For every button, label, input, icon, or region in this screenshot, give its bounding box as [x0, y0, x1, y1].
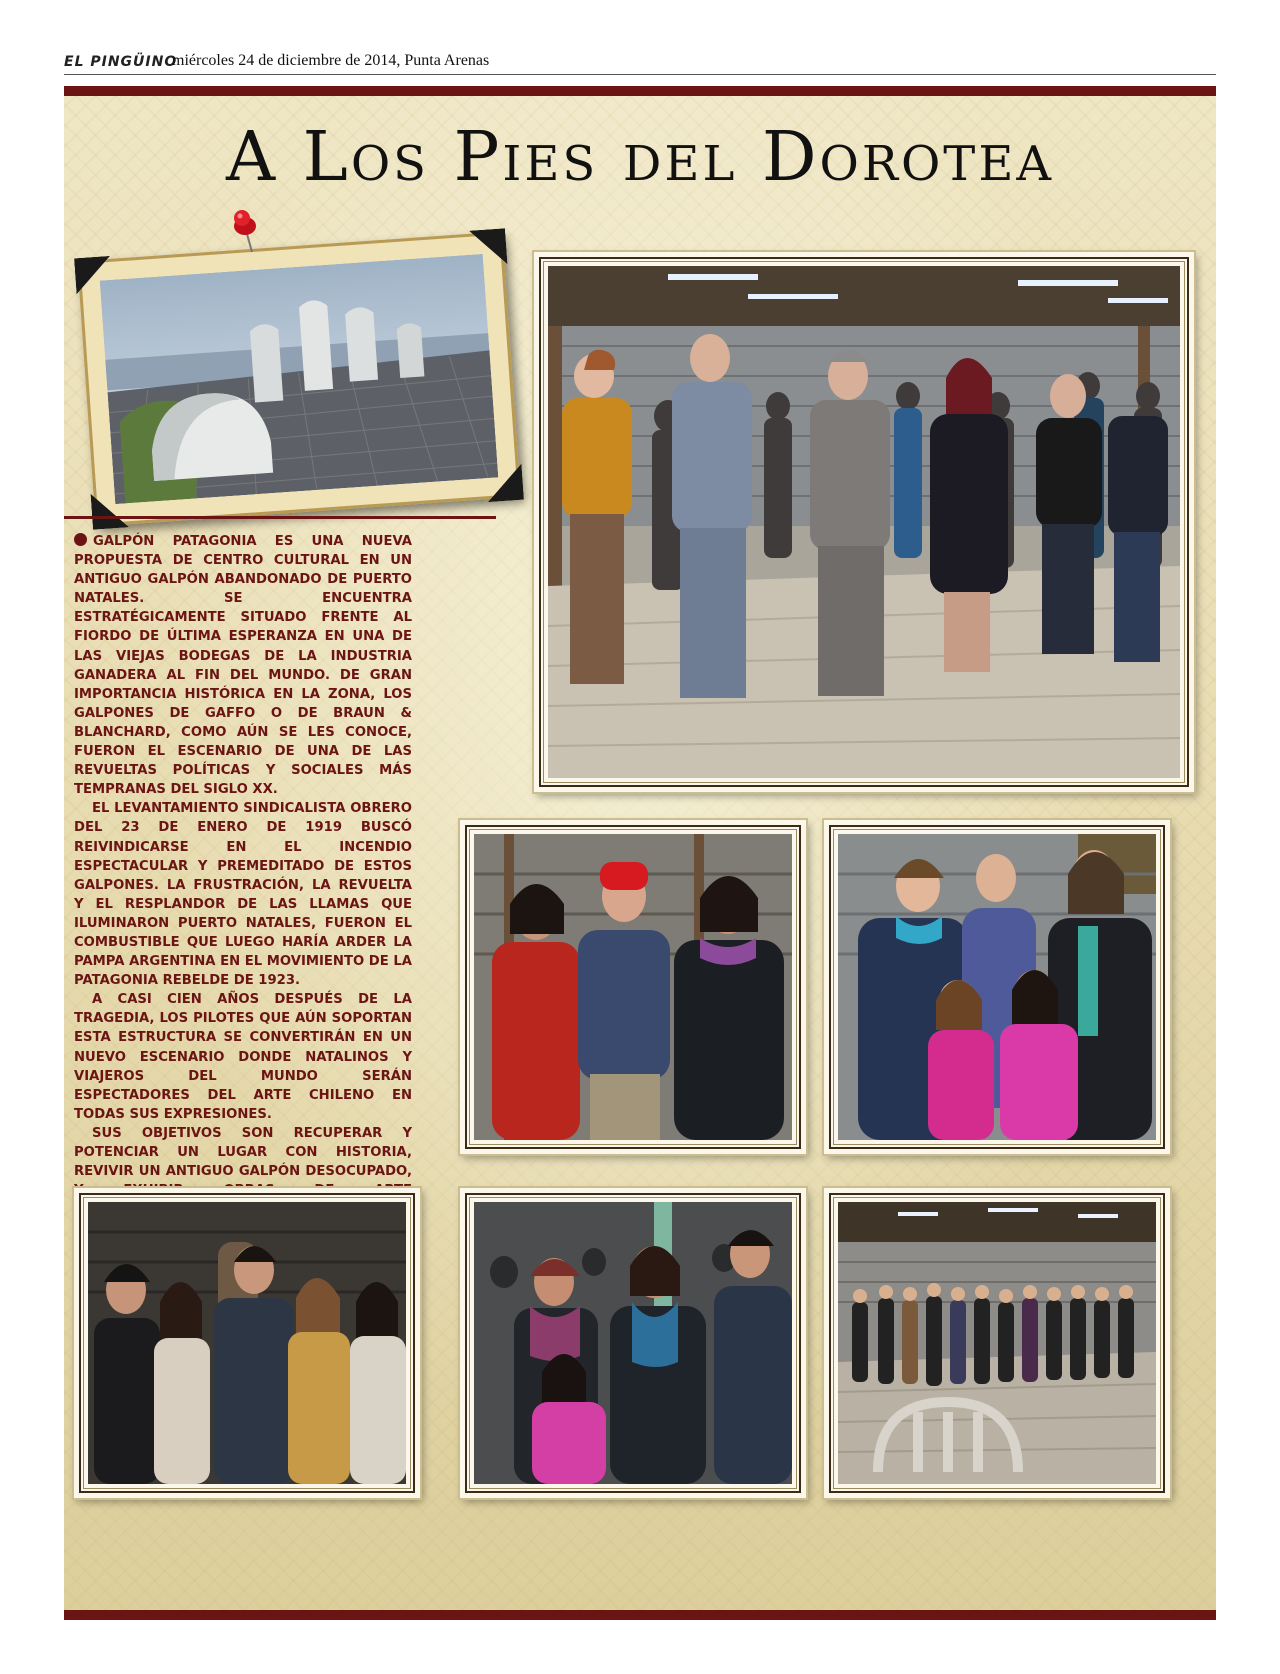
article-paragraph: SUS OBJETIVOS SON RECUPERAR Y POTENCIAR UN LUGAR CON HISTORIA, REVIVIR UN ANTIGUO GALPÓN DESOCUPADO, — [74, 1125, 412, 1180]
photo-frame-crowd — [824, 1188, 1170, 1498]
officials-applauding-photo — [548, 266, 1180, 778]
monument-hand-sculpture-photo — [100, 254, 499, 504]
newspaper-brand: EL PINGÜINO — [64, 54, 178, 70]
bullet-icon — [74, 533, 87, 546]
young-group-photo — [88, 1202, 406, 1484]
feature-page — [64, 86, 1216, 1620]
article-paragraph: A CASI CIEN AÑOS DESPUÉS DE LA TRAGEDIA, LOS PILOTES QUE AÚN SOPORTAN ESTA ESTRUCTURA SE CONVERTIRÁN EN UN NUEVO ESCENARIO DONDE NATALINOS Y VIAJEROS DEL MUNDO SERÁN ESPECTADORES DEL ARTE CHILENO EN TODAS SUS EXPRESIONES. — [74, 992, 412, 1122]
page-header — [64, 52, 1216, 75]
dateline: miércoles 24 de diciembre de 2014, Punta Arenas — [172, 52, 490, 69]
photo-frame-three-women — [460, 820, 806, 1154]
women-and-girls-photo — [838, 834, 1156, 1140]
photo-frame-young-group — [74, 1188, 420, 1498]
monument-polaroid — [77, 231, 521, 526]
crowd-in-galpon-photo — [838, 1202, 1156, 1484]
three-women-photo — [474, 834, 792, 1140]
photo-frame-large — [534, 252, 1194, 792]
article-paragraph: EL LEVANTAMIENTO SINDICALISTA OBRERO DEL 23 DE ENERO DE 1919 BUSCÓ REIVINDICARSE EN EL INCENDIO ESPECTACULAR Y PREMEDITADO DE ESTOS GALPONES. LA FRUSTRACIÓN, LA REVUELTA Y EL RESPLANDOR DE LAS LLAMAS QUE ILUMINARON PUERTO NATALES, FUERON EL COMBUSTIBLE QUE LUEGO HARÍA ARDER LA PAMPA ARGENTINA EN EL MOVIMIENTO DE LA PATAGONIA REBELDE DE 1923. — [74, 801, 412, 989]
article-paragraph: GALPÓN PATAGONIA ES UNA NUEVA PROPUESTA DE CENTRO CULTURAL EN UN ANTIGUO GALPÓN ABANDONADO DE PUERTO NATALES. SE ENCUENTRA ESTRATÉGICAMENTE SITUADO FRENTE AL FIORDO DE ÚLTIMA ESPERANZA EN UNA DE LAS VIEJAS BODEGAS DE LA INDUSTRIA GANADERA AL FIN DEL MUNDO. DE GRAN IMPORTANCIA HISTÓRICA EN LA ZONA, LOS GALPONES DE GAFFO O DE BRAUN & BLANCHARD, COMO AÚN SE LES CONOCE, FUERON EL ESCENARIO DE UNA DE LAS REVUELTAS POLÍTICAS Y SOCIALES MÁS TEMPRANAS DEL SIGLO XX. — [74, 534, 412, 798]
photo-frame-women-girls — [824, 820, 1170, 1154]
headline: A Los Pies del Dorotea — [225, 118, 1055, 197]
section-rule — [64, 516, 496, 519]
photo-frame-family-group — [460, 1188, 806, 1498]
push-pin-icon — [230, 210, 260, 254]
family-group-photo — [474, 1202, 792, 1484]
